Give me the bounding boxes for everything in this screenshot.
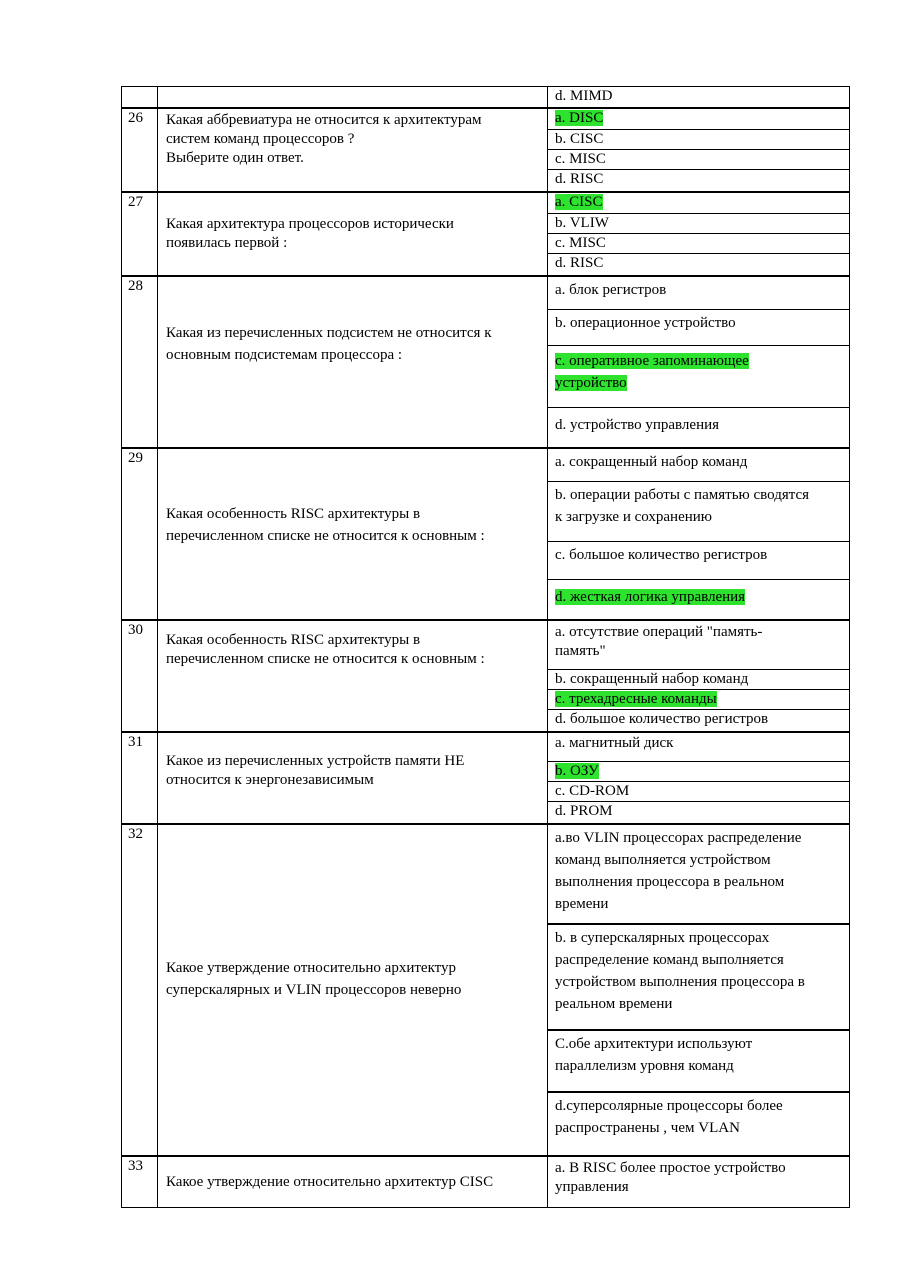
question-text-line: перечисленном списке не относится к основным : — [166, 651, 485, 667]
table-row — [122, 87, 850, 109]
answer-option — [548, 87, 849, 107]
answer-option — [548, 923, 849, 1029]
answer-option-text: C.обе архитектури используют — [555, 1036, 753, 1052]
question-text-line: Какая из перечисленных подсистем не относится к — [166, 325, 492, 341]
question-text-line: Какое из перечисленных устройств памяти НЕ — [166, 753, 465, 769]
answer-option — [548, 193, 849, 213]
answer-option-text: c. трехадресные команды — [555, 691, 717, 707]
answer-option-text: a. магнитный диск — [555, 735, 674, 751]
answer-option — [548, 669, 849, 689]
question-text-line: Какое утверждение относительно архитектур — [166, 960, 457, 976]
answer-option — [548, 733, 849, 761]
question-text — [166, 1173, 539, 1192]
question-text — [166, 631, 539, 669]
answer-option-text: d.суперсолярные процессоры более — [555, 1098, 783, 1114]
answer-option — [548, 709, 849, 729]
answer-option — [548, 345, 849, 407]
answer-option-text: времени — [555, 896, 609, 912]
answer-option-text: распространены , чем VLAN — [555, 1120, 740, 1136]
question-text — [166, 957, 539, 1001]
answer-option — [548, 213, 849, 233]
answer-option — [548, 253, 849, 273]
table-row — [122, 732, 850, 824]
question-text-cell — [158, 448, 548, 620]
answer-cell — [548, 732, 850, 824]
answer-option-text: d. RISC — [555, 255, 604, 271]
answer-option — [548, 169, 849, 189]
answer-option-text: параллелизм уровня команд — [555, 1058, 734, 1074]
answer-option — [548, 449, 849, 481]
answer-option-text: память" — [555, 643, 606, 659]
answer-option-text: d. большое количество регистров — [555, 711, 769, 727]
answer-cell — [548, 620, 850, 732]
question-text-cell — [158, 192, 548, 276]
answer-cell — [548, 824, 850, 1156]
answer-option-text: a. сокращенный набор команд — [555, 454, 748, 470]
answer-option — [548, 277, 849, 309]
question-text — [166, 322, 539, 366]
answer-option-text: a. CISC — [555, 194, 603, 210]
question-number: 30 — [128, 622, 143, 638]
question-text-line: систем команд процессоров ? — [166, 131, 355, 147]
answer-option — [548, 761, 849, 781]
question-text-line: суперскалярных и VLIN процессоров неверно — [166, 982, 462, 998]
question-number: 29 — [128, 450, 143, 466]
answer-option — [548, 781, 849, 801]
answer-option-text: b. операции работы с памятью сводятся — [555, 487, 810, 503]
question-text — [166, 111, 539, 168]
question-number-cell — [122, 448, 158, 620]
answer-option — [548, 233, 849, 253]
answer-option-text: c. CD-ROM — [555, 783, 630, 799]
answer-option — [548, 621, 849, 669]
question-number-cell — [122, 620, 158, 732]
answer-option-text: d. PROM — [555, 803, 613, 819]
answer-option — [548, 1157, 849, 1205]
answer-option-text: команд выполняется устройством — [555, 852, 771, 868]
answer-option-text: d. RISC — [555, 171, 604, 187]
answer-option-text: реальном времени — [555, 996, 673, 1012]
answer-cell — [548, 1156, 850, 1208]
answer-option-text: a.во VLIN процессорах распределение — [555, 830, 802, 846]
question-text — [166, 503, 539, 547]
question-number-cell — [122, 824, 158, 1156]
question-text-cell — [158, 1156, 548, 1208]
answer-cell — [548, 276, 850, 448]
answer-option-text: a. DISC — [555, 110, 604, 126]
table-row — [122, 1156, 850, 1208]
table-row — [122, 620, 850, 732]
answer-option-text: распределение команд выполняется — [555, 952, 784, 968]
question-text-line: относится к энергонезависимым — [166, 772, 374, 788]
question-text-line: перечисленном списке не относится к основным : — [166, 528, 485, 544]
answer-option-text: b. VLIW — [555, 215, 609, 231]
question-text-line: основным подсистемам процессора : — [166, 347, 403, 363]
answer-option — [548, 109, 849, 129]
answer-option-text: d. устройство управления — [555, 417, 720, 433]
question-text-cell — [158, 87, 548, 109]
answer-cell — [548, 87, 850, 109]
answer-option-text: b. ОЗУ — [555, 763, 599, 779]
question-number: 28 — [128, 278, 143, 294]
answer-option — [548, 825, 849, 923]
table-row — [122, 192, 850, 276]
answer-option-text: c. оперативное запоминающее — [555, 353, 749, 369]
question-number-cell — [122, 192, 158, 276]
quiz-table — [121, 86, 850, 1208]
answer-option-text: b. сокращенный набор команд — [555, 671, 749, 687]
answer-option-text: устройство — [555, 375, 627, 391]
answer-cell — [548, 108, 850, 192]
question-number: 32 — [128, 826, 143, 842]
answer-option-text: устройством выполнения процессора в — [555, 974, 805, 990]
question-text-line: Какая особенность RISC архитектуры в — [166, 506, 421, 522]
answer-cell — [548, 192, 850, 276]
answer-option-text: b. операционное устройство — [555, 315, 736, 331]
answer-option-text: c. MISC — [555, 235, 606, 251]
answer-option-text: a. блок регистров — [555, 282, 667, 298]
answer-option-text: c. большое количество регистров — [555, 547, 768, 563]
question-text-line: Какое утверждение относительно архитектур CISC — [166, 1174, 494, 1190]
question-text-cell — [158, 824, 548, 1156]
question-text-cell — [158, 276, 548, 448]
answer-option — [548, 1029, 849, 1091]
table-row — [122, 448, 850, 620]
answer-option — [548, 801, 849, 821]
answer-option-text: a. В RISC более простое устройство — [555, 1160, 786, 1176]
answer-option — [548, 149, 849, 169]
question-text-cell — [158, 732, 548, 824]
question-number: 31 — [128, 734, 143, 750]
answer-option — [548, 579, 849, 617]
answer-cell — [548, 448, 850, 620]
question-text-line: Выберите один ответ. — [166, 150, 304, 166]
question-number-cell — [122, 1156, 158, 1208]
question-text-cell — [158, 108, 548, 192]
question-text-line: Какая архитектура процессоров исторически — [166, 216, 454, 232]
answer-option — [548, 481, 849, 541]
question-number-cell — [122, 276, 158, 448]
question-number: 27 — [128, 194, 143, 210]
question-text-line: появилась первой : — [166, 235, 288, 251]
question-text — [166, 752, 539, 790]
question-text — [166, 215, 539, 253]
answer-option-text: выполнения процессора в реальном — [555, 874, 785, 890]
answer-option-text: d. жесткая логика управления — [555, 589, 746, 605]
answer-option — [548, 309, 849, 345]
answer-option-text: к загрузке и сохранению — [555, 509, 712, 525]
table-row — [122, 824, 850, 1156]
answer-option — [548, 407, 849, 445]
table-row — [122, 108, 850, 192]
question-number-cell — [122, 108, 158, 192]
question-number: 26 — [128, 110, 143, 126]
table-row — [122, 276, 850, 448]
answer-option-text: b. в суперскалярных процессорах — [555, 930, 770, 946]
question-number-cell — [122, 732, 158, 824]
answer-option — [548, 1091, 849, 1153]
question-text-line: Какая особенность RISC архитектуры в — [166, 632, 421, 648]
answer-option — [548, 129, 849, 149]
answer-option-text: c. MISC — [555, 151, 606, 167]
question-number: 33 — [128, 1158, 143, 1174]
answer-option-text: управления — [555, 1179, 629, 1195]
question-text-cell — [158, 620, 548, 732]
question-text-line: Какая аббревиатура не относится к архитектурам — [166, 112, 482, 128]
question-number-cell — [122, 87, 158, 109]
answer-option-text: b. CISC — [555, 131, 604, 147]
answer-option — [548, 541, 849, 579]
answer-option-text: a. отсутствие операций "память- — [555, 624, 763, 640]
answer-option — [548, 689, 849, 709]
answer-option-text: d. MIMD — [555, 88, 613, 104]
